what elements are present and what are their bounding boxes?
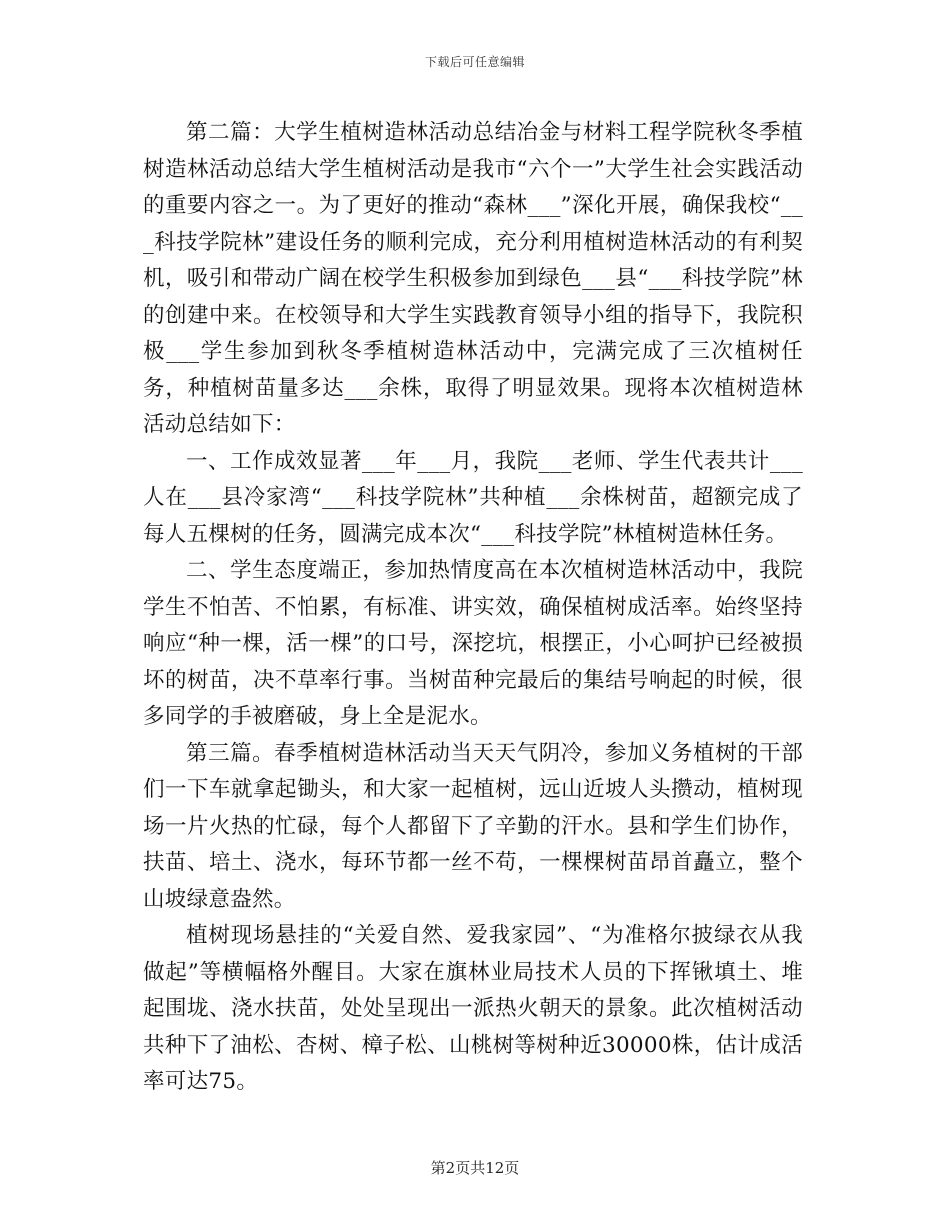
document-body — [143, 115, 803, 1101]
paragraph-third-article: 第三篇。春季植树造林活动当天天气阴冷，参加义务植树的干部们一下车就拿起锄头，和大家一起植树，远山近坡人头攒动，植树现场一片火热的忙碌，每个人都留下了辛勤的汗水。县和学生们协作，扶苗、培土、浇水，每环节都一丝不苟，一棵棵树苗昂首矗立，整个山坡绿意盎然。 — [143, 740, 803, 912]
paragraph-results: 一、工作成效显著___年___月，我院___老师、学生代表共计___人在___县冷家湾“___科技学院林”共种植___余株树苗，超额完成了每人五棵树的任务，圆满完成本次“___科技学院”林植树造林任务。 — [143, 448, 803, 547]
page-number: 第2页共12页 — [430, 1159, 520, 1177]
paragraph-intro: 第二篇：大学生植树造林活动总结冶金与材料工程学院秋冬季植树造林活动总结大学生植树活动是我市“六个一”大学生社会实践活动的重要内容之一。为了更好的推动“森林___”深化开展，确保我校“___科技学院林”建设任务的顺利完成，充分利用植树造林活动的有利契机，吸引和带动广阔在校学生积极参加到绿色___县“___科技学院”林的创建中来。在校领导和大学生实践教育领导小组的指导下，我院积极___学生参加到秋冬季植树造林活动中，完满完成了三次植树任务，种植树苗量多达___余株，取得了明显效果。现将本次植树造林活动总结如下： — [143, 120, 803, 437]
page-header: 下载后可任意编辑 — [424, 55, 525, 69]
paragraph-attitude: 二、学生态度端正，参加热情度高在本次植树造林活动中，我院学生不怕苦、不怕累，有标准、讲实效，确保植树成活率。始终坚持响应“种一棵，活一棵”的口号，深挖坑，根摆正，小心呵护已经被损坏的树苗，决不草率行事。当树苗种完最后的集结号响起的时候，很多同学的手被磨破，身上全是泥水。 — [143, 558, 803, 729]
paragraph-banners: 植树现场悬挂的“关爱自然、爱我家园”、“为准格尔披绿衣从我做起”等横幅格外醒目。大家在旗林业局技术人员的下挥锹填土、堆起围垅、浇水扶苗，处处呈现出一派热火朝天的景象。此次植树活动共种下了油松、杏树、樟子松、山桃树等树种近30000株，估计成活率可达75。 — [143, 923, 803, 1094]
